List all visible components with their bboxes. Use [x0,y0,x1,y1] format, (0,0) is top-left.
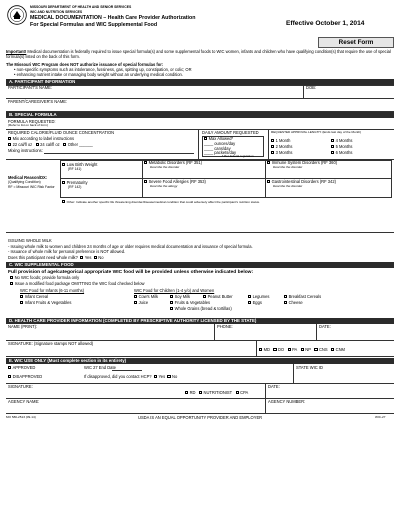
dx-food-allergies-checkbox[interactable] [144,180,147,183]
form-title-line1: MEDICAL DOCUMENTATION – Health Care Provider Authorization [30,15,196,21]
per-federal-note: * Per federal regulation [222,154,254,158]
hcp-signature-field[interactable] [80,341,254,355]
participant-name-label: PARTICIPANT'S NAME: [8,85,52,90]
food-breakfast-cereals[interactable]: Breakfast Cereals [284,295,321,300]
contact-hcp-question: If disapproved, did you contact HCP? Yes No [84,374,178,379]
infant-cereal-option[interactable]: Infant Cereal [20,295,48,300]
not-authorized-heading: The Missouri WIC Program does NOT authorize issuance of special formulas for: [6,62,164,67]
wic-signature-label: SIGNATURE: [8,383,33,389]
dx-food-allergies[interactable]: Severe Food Allergies (RF 353) [144,180,206,185]
qualifying-condition-label: (Qualifying Condition) [8,180,41,184]
cans-day-label: cans/day [214,145,231,151]
cal-other-checkbox[interactable] [63,143,66,146]
approved-option[interactable]: APPROVED [8,366,35,371]
contact-yes-checkbox[interactable] [154,375,157,378]
fruits-vegetables-checkbox[interactable] [170,301,173,304]
cal24-checkbox[interactable] [36,143,39,146]
eggs-checkbox[interactable] [248,301,251,304]
form-page: MISSOURI DEPARTMENT OF HEALTH AND SENIOR SERVICES WIC AND NUTRITION SERVICES MEDICAL DOCUMENTATION – Health Care Provider Authorization For Special Formulas and WIC Supplemental Food Effective October 1, 2014 Reset Form Important! Medical documentation is federally required to issue special formula(s) and some supplemental foods to WIC women, infants and children who have qualifying condition(s) that require the use of special formula(s) listed on the back of this form. The Missouri WIC Program does NOT authorize issuance of special formulas for: • non-specific symptoms such as intolerance, fussiness, gas, spitting up, constipation, or colic; OR • enhancing nutrient intake or managing body weight without an underlying medical condition. A. PARTICIPANT INFORMATION PARTICIPANT'S NAME: DOB: PARENT/CAREGIVER'S NAME: B. SPECIAL FORMULA FORMULA REQUESTED: (Refer to list on back of form) REQUIRED CALORIE/FLUID OUNCE CONCENTRATION Mix according to label instructions 22 cal/fl oz 24 cal/fl oz Other ______ Mixing instructions: DAILY AMOUNT REQUESTED Max Allowed* ____ ounces/day ____ cans/day ____ packets/day * Per federal regulation REQUESTED APPROVAL LENGTH: (Ends last day of the Month) 1 Month 4 Months 2 Months 5 Months 3 Months 6 Months Medical Reason/DX: (Qualifying Condition) RF = Missouri WIC Risk Factor Low Birth Weight (RF 141) Prematurity (RF 142) Metabolic Disorders (RF 351) Describe the disorder Severe Food Allergies (RF 353) Describe the allergy Immune System Disorders (RF 360) Describe the disorder Gastrointestinal Disorders (RF 342) Describe the disorder Other: Indicate another specific life threatening disorder/disease/medical condition that could adversely affect the participant's nutrition status. ISSUING WHOLE MILK - Issuing whole milk to women and children 24 months of age or older requires medical documentation and issuance of special formula. - Issuance of whole milk for personal preference is NOT allowed. Does this participant need whole milk? Yes No C. WIC SUPPLEMENTAL FOOD Full provision of age/categorical appropriate WIC food will be provided unless otherwise indicated below: No WIC foods; provide formula only Issue a modified food package OMITTING the WIC food checked below WIC Food for Infants (6-11 months) WIC Food for Children (1-4 y/o) and Women Infant Cereal Infant Fruits & Vegetables Cow's Milk Soy Milk Peanut Butter Legumes Breakfast Cereals Juice Fruits & Vegetables Eggs Cheese Whole Grains (bread & tortillas) D. HEALTH CARE PROVIDER INFORMATION (COMPLETED BY PRESCRIPTIVE AUTHORITY LICENSED BY THE STATE) NAME (PRINT): PHONE: DATE: SIGNATURE: (Signature stamps NOT allowed) MD DO PA NP CNS CNM E. WIC USE ONLY (Must complete section in its entirety) APPROVED WIC 27 End Date DISAPPROVED If disapproved, did you contact HCP? Yes No STATE WIC ID SIGNATURE: RD NUTRITIONIST CPA DATE: AGENCY NAME: AGENCY NUMBER: MO 580-2513 (09-14) USDA IS AN EQUAL OPPORTUNITY PROVIDER AND EMPLOYER WIC-27 [0,0,400,518]
daily-amount-header: DAILY AMOUNT REQUESTED [202,130,259,135]
cows-milk-checkbox[interactable] [134,295,137,298]
dx6-describe: Describe the disorder [273,183,303,188]
section-b-header: B. SPECIAL FORMULA [6,112,394,118]
mixing-instructions-label: Mixing instructions: [8,148,43,153]
food-fruits-vegetables[interactable]: Fruits & Vegetables [170,301,210,306]
food-soy-milk[interactable]: Soy Milk [170,295,190,300]
dx-other-checkbox[interactable] [62,200,65,203]
dx-gastrointestinal-checkbox[interactable] [267,180,270,183]
food-legumes[interactable]: Legumes [248,295,269,300]
rd-checkbox[interactable] [185,391,188,394]
dx-gastrointestinal[interactable]: Gastrointestinal Disorders (RF 342) [267,180,336,185]
juice-checkbox[interactable] [134,301,137,304]
missouri-seal-icon [7,5,27,25]
form-number: MO 580-2513 (09-14) [6,415,36,419]
cpa-checkbox[interactable] [236,391,239,394]
food-peanut-butter[interactable]: Peanut Butter [203,295,233,300]
soy-milk-checkbox[interactable] [170,295,173,298]
disapproved-checkbox[interactable] [8,375,11,378]
hcp-name-label: NAME (PRINT): [8,323,38,329]
dx2-rf: (RF 142) [68,185,82,189]
cheese-checkbox[interactable] [284,301,287,304]
approval-5-months[interactable]: 5 Months [331,145,352,150]
dx-low-birth-weight[interactable]: Low Birth Weight [62,163,97,168]
wic-date-label: DATE: [268,383,280,389]
whole-milk-line2: - Issuance of whole milk for personal preference is NOT allowed. [8,249,126,254]
bullet-2: • enhancing nutrient intake or managing body weight without an underlying medical condition. [14,72,183,77]
approval-2-months-checkbox[interactable] [271,145,274,148]
food-cows-milk[interactable]: Cow's Milk [134,295,158,300]
dx-metabolic[interactable]: Metabolic Disorders (RF 351) [144,161,202,166]
dx-immune-checkbox[interactable] [267,161,270,164]
approval-1-month-checkbox[interactable] [271,139,274,142]
full-provision-note: Full provision of age/categorical appropriate WIC food will be provided unless otherwise indicated below: [8,269,254,275]
agency-line1: MISSOURI DEPARTMENT OF HEALTH AND SENIOR SERVICES [30,5,132,9]
dx-other[interactable]: Other: Indicate another specific life threatening disorder/disease/medical condition that could adversely affect the participant's nutrition status. [62,200,260,204]
approval-2-months[interactable]: 2 Months [271,145,292,150]
milk-no-checkbox[interactable] [94,256,97,259]
agency-line2: WIC AND NUTRITION SERVICES [30,9,83,14]
whole-milk-line1: - Issuing whole milk to women and children 24 months of age or older requires medical documentation and issuance of special formula. [8,243,253,249]
whole-milk-title: ISSUING WHOLE MILK [8,238,52,243]
cred-cns-checkbox[interactable] [314,348,317,351]
cred-cnm-checkbox[interactable] [331,348,334,351]
wic-form-id: WIC-27 [375,415,386,419]
important-text: Medical documentation is federally required to issue special formula(s) and some supplemental foods to WIC women, infants and children who have qualifying condition(s) that require the use of special formula(s) listed on the back of this form. [6,49,391,59]
dx-prematurity[interactable]: Prematurity [62,181,88,186]
reset-form-button[interactable]: Reset Form [318,37,394,48]
dx-immune[interactable]: Immune System Disorders (RF 360) [267,161,337,166]
approval-1-month[interactable]: 1 Month [271,139,290,144]
infants-food-header: WIC Food for Infants (6-11 months) [20,288,85,293]
food-eggs[interactable]: Eggs [248,301,262,306]
contact-no-checkbox[interactable] [167,375,170,378]
whole-grains-checkbox[interactable] [170,307,173,310]
infant-cereal-checkbox[interactable] [20,295,23,298]
hcp-name-field[interactable] [46,324,211,332]
children-food-header: WIC Food for Children (1-4 y/o) and Women [134,288,215,293]
cal22-checkbox[interactable] [8,143,11,146]
approval-4-months-checkbox[interactable] [331,139,334,142]
approval-header: REQUESTED APPROVAL LENGTH: (Ends last day of the Month) [271,129,362,134]
dx-prematurity-checkbox[interactable] [62,181,65,184]
equal-opportunity-statement: USDA IS AN EQUAL OPPORTUNITY PROVIDER AND EMPLOYER [138,415,263,420]
effective-date: Effective October 1, 2014 [286,20,365,27]
food-cheese[interactable]: Cheese [284,301,303,306]
diagnosis-grid [60,160,392,198]
hcp-phone-label: PHONE: [217,323,233,329]
important-notice [6,50,394,59]
infant-fruits-option[interactable]: Infant Fruits & Vegetables [20,301,71,306]
hcp-credentials: MD DO PA NP CNS CNM [259,348,345,353]
end-date-label: WIC 27 End Date [84,365,116,370]
section-d-header: D. HEALTH CARE PROVIDER INFORMATION (COMPLETED BY PRESCRIPTIVE AUTHORITY LICENSED BY THE STATE) [6,318,394,324]
cred-np-checkbox[interactable] [301,348,304,351]
dx5-describe: Describe the disorder [273,164,303,169]
approval-4-months[interactable]: 4 Months [331,139,352,144]
approval-5-months-checkbox[interactable] [331,145,334,148]
infant-fruits-checkbox[interactable] [20,301,23,304]
milk-yes-checkbox[interactable] [80,256,83,259]
mix-label-option[interactable]: Mix according to label instructions [8,137,74,142]
max-allowed-checkbox[interactable] [204,137,207,140]
food-juice[interactable]: Juice [134,301,148,306]
section-a-header: A. PARTICIPANT INFORMATION [6,79,394,85]
packets-day-label: packets/day [214,150,237,155]
participant-name-field[interactable] [60,86,300,93]
state-wic-id-label: STATE WIC ID [296,365,323,370]
dob-field[interactable] [320,86,392,93]
section-c-header: C. WIC SUPPLEMENTAL FOOD [6,262,394,268]
disapproved-option[interactable]: DISAPPROVED [8,375,42,380]
hcp-signature-label: SIGNATURE: (Signature stamps NOT allowed) [8,340,94,346]
approval-3-months[interactable]: 3 Months [271,151,292,156]
approval-6-months[interactable]: 6 Months [331,151,352,156]
form-title-line2: For Special Formulas and WIC Supplemental Food [30,21,158,28]
calorie-options: 22 cal/fl oz 24 cal/fl oz Other ______ [8,143,93,148]
hcp-date-label: DATE: [319,323,331,329]
no-wic-foods-option[interactable]: No WIC foods; provide formula only [10,276,79,281]
parent-name-label: PARENT/CAREGIVER'S NAME: [8,98,68,104]
cred-md-checkbox[interactable] [259,348,262,351]
approved-checkbox[interactable] [8,366,11,369]
dx3-describe: Describe the disorder [150,164,180,169]
section-e-header: E. WIC USE ONLY (Must complete section in its entirety) [6,358,394,364]
parent-name-field[interactable] [70,99,390,106]
formula-requested-note: (Refer to list on back of form) [8,123,48,127]
dx4-describe: Describe the allergy [150,183,178,188]
ounces-day-label: ounces/day [214,141,236,146]
dob-label: DOB: [306,85,317,90]
bullet-1: • non-specific symptoms such as intolerance, fussiness, gas, spitting up, constipation, or colic; OR [14,67,192,72]
breakfast-cereals-checkbox[interactable] [284,295,287,298]
food-whole-grains[interactable]: Whole Grains (bread & tortillas) [170,307,232,312]
modified-package-checkbox[interactable] [10,282,13,285]
max-allowed-label: Max Allowed* [208,136,234,141]
wic-credentials: RD NUTRITIONIST CPA [185,391,248,396]
peanut-butter-checkbox[interactable] [203,295,206,298]
legumes-checkbox[interactable] [248,295,251,298]
modified-package-option[interactable]: Issue a modified food package OMITTING the WIC food checked below [10,282,145,287]
approval-3-months-checkbox[interactable] [271,151,274,154]
medical-reason-label: Medical Reason/DX: [8,175,48,180]
dx-metabolic-checkbox[interactable] [144,161,147,164]
formula-requested-label: FORMULA REQUESTED: [8,118,56,124]
approval-6-months-checkbox[interactable] [331,151,334,154]
dx-low-birth-weight-checkbox[interactable] [62,163,65,166]
agency-name-label: AGENCY NAME: [8,398,40,404]
nutritionist-checkbox[interactable] [199,391,202,394]
no-wic-foods-checkbox[interactable] [10,276,13,279]
calorie-header: REQUIRED CALORIE/FLUID OUNCE CONCENTRATION [8,130,115,135]
important-lead: Important! [6,49,27,54]
cred-pa-checkbox[interactable] [288,348,291,351]
cred-do-checkbox[interactable] [273,348,276,351]
agency-number-label: AGENCY NUMBER: [268,398,306,404]
mix-label-checkbox[interactable] [8,137,11,140]
formula-requested-field[interactable] [58,119,392,128]
whole-milk-question: Does this participant need whole milk? Yes No [8,254,104,260]
dx1-rf: (RF 141) [68,167,82,171]
risk-factor-note: RF = Missouri WIC Risk Factor [8,185,55,189]
